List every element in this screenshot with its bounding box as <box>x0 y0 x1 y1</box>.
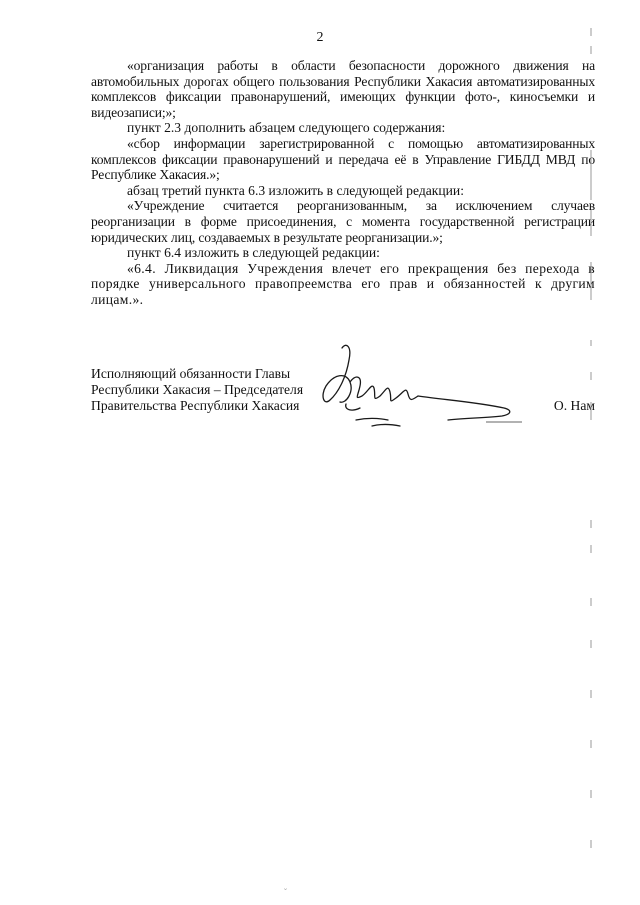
handwritten-signature <box>316 338 546 438</box>
page-number: 2 <box>316 30 324 45</box>
paragraph-3: «сбор информации зарегистрированной с помощью автоматизированных комплексов фиксации правонарушений и передача её в Управление ГИБДД МВД по Республике Хакасия.»; <box>91 135 595 183</box>
scan-artifact-mark: ˘ <box>284 887 287 897</box>
signatory-title <box>91 366 303 414</box>
paragraph-5: «Учреждение считается реорганизованным, за исключением случаев реорганизации в форме присоединения, с момента государственной регистрации юридических лиц, создаваемых в результате реорганизации.»; <box>91 198 595 245</box>
paragraph-7: «6.4. Ликвидация Учреждения влечет его прекращения без перехода в порядке универсального правопреемства его прав и обязанностей к другим лицам.». <box>91 260 595 307</box>
scan-edge-marks <box>588 0 594 905</box>
signatory-title-line: Республики Хакасия – Председателя <box>91 382 304 397</box>
signatory-title-line: Исполняющий обязанности Главы <box>91 366 291 381</box>
paragraph-4: абзац третий пункта 6.3 изложить в следующей редакции: <box>127 182 464 198</box>
signature-block <box>91 366 595 446</box>
signatory-title-line: Правительства Республики Хакасия <box>91 398 300 413</box>
signatory-name: О. Нам <box>553 398 595 413</box>
paragraph-1: «организация работы в области безопасности дорожного движения на автомобильных дорогах общего пользования Республики Хакасия автоматизированных комплексов фиксации правонарушений, имеющих функции фото-, киносъемки и видеозаписи;»; <box>91 58 595 120</box>
document-body <box>91 58 595 308</box>
paragraph-6: пункт 6.4 изложить в следующей редакции: <box>127 245 380 261</box>
paragraph-2: пункт 2.3 дополнить абзацем следующего содержания: <box>127 120 446 136</box>
